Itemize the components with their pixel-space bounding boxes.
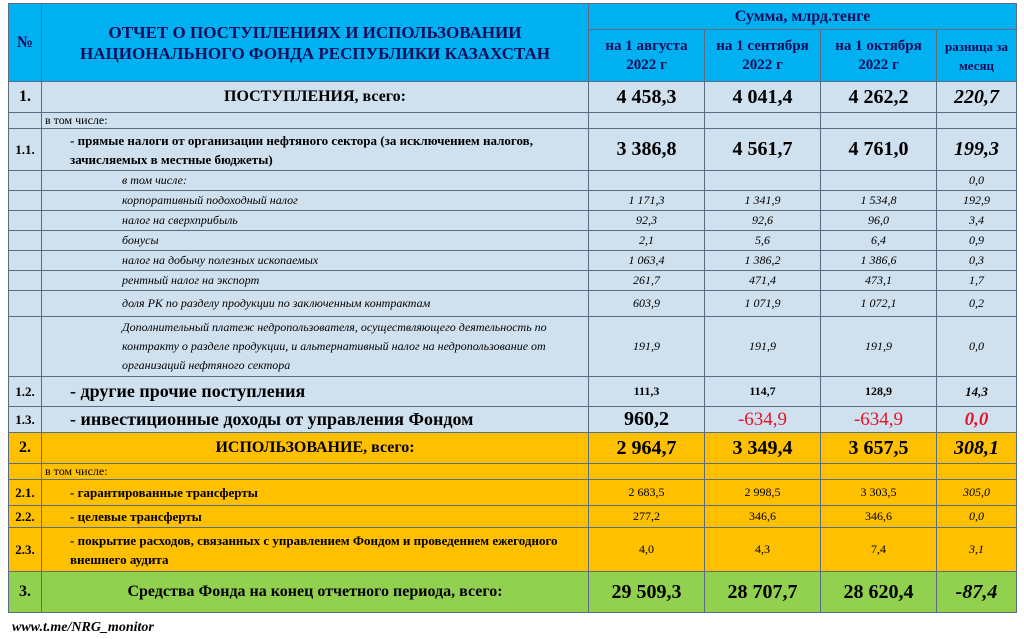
col-august: на 1 августа 2022 г bbox=[589, 30, 705, 82]
table-row bbox=[9, 377, 1017, 407]
value-oct: 7,4 bbox=[821, 528, 937, 572]
value-diff: 0,0 bbox=[937, 407, 1017, 433]
value-oct: -634,9 bbox=[821, 407, 937, 433]
table-row bbox=[9, 82, 1017, 113]
value-aug: 2,1 bbox=[589, 231, 705, 251]
col-september: на 1 сентября 2022 г bbox=[705, 30, 821, 82]
value-aug: 29 509,3 bbox=[589, 572, 705, 613]
value-aug: 4 458,3 bbox=[589, 82, 705, 113]
value-diff: 199,3 bbox=[937, 129, 1017, 171]
value-sep: 4 561,7 bbox=[705, 129, 821, 171]
value-aug: 92,3 bbox=[589, 211, 705, 231]
row-num: 1.3. bbox=[9, 407, 42, 433]
value-oct: 4 262,2 bbox=[821, 82, 937, 113]
row-label: Средства Фонда на конец отчетного периода, всего: bbox=[42, 572, 589, 613]
value-diff: 0,0 bbox=[937, 506, 1017, 528]
row-label: ПОСТУПЛЕНИЯ, всего: bbox=[42, 82, 589, 113]
value-diff: 192,9 bbox=[937, 191, 1017, 211]
value-sep: 191,9 bbox=[705, 317, 821, 377]
table-row bbox=[9, 271, 1017, 291]
value-oct: 96,0 bbox=[821, 211, 937, 231]
row-label: - инвестиционные доходы от управления Фондом bbox=[42, 407, 589, 433]
value-diff: 0,2 bbox=[937, 291, 1017, 317]
report-table-container bbox=[8, 3, 1016, 613]
value-oct: 128,9 bbox=[821, 377, 937, 407]
row-label: бонусы bbox=[42, 231, 589, 251]
value-sep: 4 041,4 bbox=[705, 82, 821, 113]
table-row bbox=[9, 231, 1017, 251]
value-sep: 4,3 bbox=[705, 528, 821, 572]
value-diff: 1,7 bbox=[937, 271, 1017, 291]
row-label: - покрытие расходов, связанных с управлением Фондом и проведением ежегодного внешнего аудита bbox=[42, 528, 589, 572]
table-row bbox=[9, 251, 1017, 271]
row-label: - гарантированные трансферты bbox=[42, 480, 589, 506]
value-oct: 191,9 bbox=[821, 317, 937, 377]
table-row bbox=[9, 317, 1017, 377]
table-row bbox=[9, 572, 1017, 613]
value-sep: 5,6 bbox=[705, 231, 821, 251]
value-oct: 473,1 bbox=[821, 271, 937, 291]
value-oct: 4 761,0 bbox=[821, 129, 937, 171]
table-row bbox=[9, 211, 1017, 231]
value-aug: 3 386,8 bbox=[589, 129, 705, 171]
value-sep: 3 349,4 bbox=[705, 433, 821, 464]
row-label: Дополнительный платеж недропользователя, осуществляющего деятельность по контракту о разделе продукции, и альтернативный налог на недропользование от организаций нефтяного сектора bbox=[42, 317, 589, 377]
row-num: 3. bbox=[9, 572, 42, 613]
value-aug: 2 683,5 bbox=[589, 480, 705, 506]
value-diff: 0,9 bbox=[937, 231, 1017, 251]
row-label: налог на добычу полезных ископаемых bbox=[42, 251, 589, 271]
row-num: 2. bbox=[9, 433, 42, 464]
value-diff: -87,4 bbox=[937, 572, 1017, 613]
table-row bbox=[9, 129, 1017, 171]
table-row bbox=[9, 506, 1017, 528]
row-label: налог на сверхприбыль bbox=[42, 211, 589, 231]
value-oct: 1 072,1 bbox=[821, 291, 937, 317]
row-label: - другие прочие поступления bbox=[42, 377, 589, 407]
value-oct: 3 303,5 bbox=[821, 480, 937, 506]
value-aug: 1 171,3 bbox=[589, 191, 705, 211]
value-diff: 220,7 bbox=[937, 82, 1017, 113]
table-row bbox=[9, 171, 1017, 191]
value-aug: 261,7 bbox=[589, 271, 705, 291]
row-label: - целевые трансферты bbox=[42, 506, 589, 528]
table-row bbox=[9, 480, 1017, 506]
row-label: корпоративный подоходный налог bbox=[42, 191, 589, 211]
header-row-1 bbox=[9, 4, 1017, 30]
value-diff: 14,3 bbox=[937, 377, 1017, 407]
value-diff: 305,0 bbox=[937, 480, 1017, 506]
row-num: 2.3. bbox=[9, 528, 42, 572]
row-note: в том числе: bbox=[42, 171, 589, 191]
report-table bbox=[8, 3, 1017, 613]
row-num: 1. bbox=[9, 82, 42, 113]
value-oct: 28 620,4 bbox=[821, 572, 937, 613]
value-sep: 1 071,9 bbox=[705, 291, 821, 317]
row-note: в том числе: bbox=[42, 113, 589, 129]
row-label: ИСПОЛЬЗОВАНИЕ, всего: bbox=[42, 433, 589, 464]
row-num: 1.1. bbox=[9, 129, 42, 171]
value-aug: 960,2 bbox=[589, 407, 705, 433]
value-aug: 2 964,7 bbox=[589, 433, 705, 464]
value-oct: 1 534,8 bbox=[821, 191, 937, 211]
value-sep: -634,9 bbox=[705, 407, 821, 433]
value-aug: 277,2 bbox=[589, 506, 705, 528]
table-row bbox=[9, 407, 1017, 433]
row-label: доля РК по разделу продукции по заключенным контрактам bbox=[42, 291, 589, 317]
col-diff: разница за месяц bbox=[937, 30, 1017, 82]
value-oct: 346,6 bbox=[821, 506, 937, 528]
value-sep: 114,7 bbox=[705, 377, 821, 407]
value-aug: 1 063,4 bbox=[589, 251, 705, 271]
value-sep: 2 998,5 bbox=[705, 480, 821, 506]
report-title: ОТЧЕТ О ПОСТУПЛЕНИЯХ И ИСПОЛЬЗОВАНИИ НАЦИОНАЛЬНОГО ФОНДА РЕСПУБЛИКИ КАЗАХСТАН bbox=[42, 4, 589, 82]
value-diff: 3,1 bbox=[937, 528, 1017, 572]
value-oct: 3 657,5 bbox=[821, 433, 937, 464]
value-aug: 111,3 bbox=[589, 377, 705, 407]
value-sep: 92,6 bbox=[705, 211, 821, 231]
col-october: на 1 октября 2022 г bbox=[821, 30, 937, 82]
value-aug: 191,9 bbox=[589, 317, 705, 377]
table-row bbox=[9, 528, 1017, 572]
table-row bbox=[9, 291, 1017, 317]
value-sep: 471,4 bbox=[705, 271, 821, 291]
table-row bbox=[9, 433, 1017, 464]
table-row bbox=[9, 113, 1017, 129]
value-oct: 1 386,6 bbox=[821, 251, 937, 271]
table-row bbox=[9, 464, 1017, 480]
table-row bbox=[9, 191, 1017, 211]
value-diff: 0,3 bbox=[937, 251, 1017, 271]
sum-label: Сумма, млрд.тенге bbox=[589, 4, 1017, 30]
value-diff: 0,0 bbox=[937, 171, 1017, 191]
value-aug: 4,0 bbox=[589, 528, 705, 572]
row-num: 1.2. bbox=[9, 377, 42, 407]
value-sep: 1 341,9 bbox=[705, 191, 821, 211]
footer-link[interactable]: www.t.me/NRG_monitor bbox=[12, 620, 154, 635]
row-num: 2.2. bbox=[9, 506, 42, 528]
value-sep: 346,6 bbox=[705, 506, 821, 528]
row-note: в том числе: bbox=[42, 464, 589, 480]
value-sep: 28 707,7 bbox=[705, 572, 821, 613]
value-aug: 603,9 bbox=[589, 291, 705, 317]
value-diff: 0,0 bbox=[937, 317, 1017, 377]
row-label: - прямые налоги от организации нефтяного сектора (за исключением налогов, зачисляемых в местные бюджеты) bbox=[42, 129, 589, 171]
header-num: № bbox=[9, 4, 42, 82]
row-label: рентный налог на экспорт bbox=[42, 271, 589, 291]
value-diff: 3,4 bbox=[937, 211, 1017, 231]
value-diff: 308,1 bbox=[937, 433, 1017, 464]
value-sep: 1 386,2 bbox=[705, 251, 821, 271]
row-num: 2.1. bbox=[9, 480, 42, 506]
value-oct: 6,4 bbox=[821, 231, 937, 251]
